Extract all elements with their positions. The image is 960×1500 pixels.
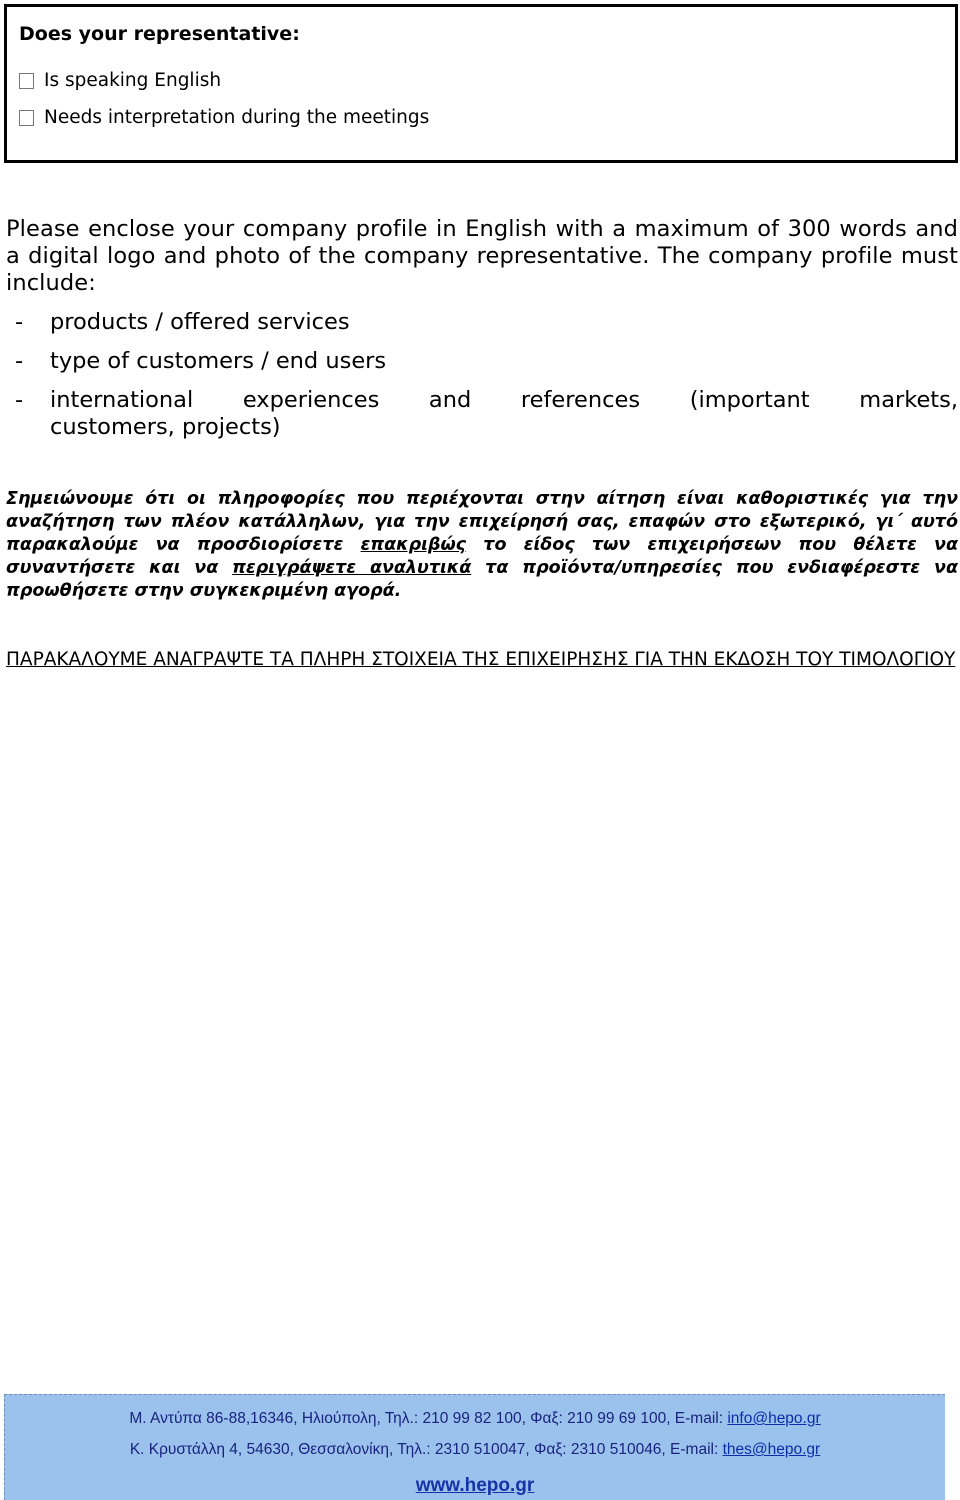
bullet-text-continuation: customers, projects) bbox=[50, 414, 281, 440]
bullet-dash: - bbox=[15, 387, 24, 413]
option-label: Is speaking English bbox=[44, 70, 222, 91]
bullet-dash: - bbox=[15, 309, 24, 335]
checkbox-needs-interpretation[interactable] bbox=[19, 110, 34, 126]
option-needs-interpretation[interactable] bbox=[19, 107, 429, 128]
greek-note bbox=[6, 488, 958, 603]
option-label: Needs interpretation during the meetings bbox=[44, 107, 430, 128]
representative-question: Does your representative: bbox=[19, 23, 300, 45]
footer-athens-address bbox=[5, 1410, 945, 1428]
website-link[interactable]: www.hepo.gr bbox=[415, 1475, 535, 1496]
note-text: τα προϊόντα/υπηρεσίες που ενδιαφέρεστε να προωθήσετε στην συγκεκριμένη αγορά. bbox=[6, 558, 958, 601]
bullet-dash: - bbox=[15, 348, 24, 374]
footer-website bbox=[5, 1475, 945, 1497]
bullet-text: international experiences and references (important markets, bbox=[50, 387, 958, 413]
bullet-text: products / offered services bbox=[50, 309, 350, 335]
bullet-text: type of customers / end users bbox=[50, 348, 387, 374]
note-text: το είδος των επιχειρήσεων που θέλετε να συναντήσετε και να bbox=[6, 535, 959, 578]
profile-instructions: Please enclose your company profile in English with a maximum of 300 words and a digital logo and photo of the company representative. The company profile must include: bbox=[6, 216, 958, 296]
email-link[interactable]: info@hepo.gr bbox=[727, 1410, 821, 1427]
checkbox-speaking-english[interactable] bbox=[19, 73, 34, 89]
footer bbox=[4, 1394, 945, 1500]
note-emphasis: επακριβώς bbox=[360, 535, 467, 555]
invoice-heading: ΠΑΡΑΚΑΛΟΥΜΕ ΑΝΑΓΡΑΨΤΕ ΤΑ ΠΛΗΡΗ ΣΤΟΙΧΕΙΑ ΤΗΣ ΕΠΙΧΕΙΡΗΣΗΣ ΓΙΑ ΤΗΝ ΕΚΔΟΣΗ ΤΟΥ ΤΙΜΟΛΟΓΙΟΥ bbox=[6, 649, 956, 670]
address-text: Κ. Κρυστάλλη 4, 54630, Θεσσαλονίκη, Τηλ.: 2310 510047, Φαξ: 2310 510046, E-mail: bbox=[129, 1441, 723, 1458]
footer-thessaloniki-address bbox=[5, 1441, 945, 1459]
option-speaking-english[interactable] bbox=[19, 70, 221, 91]
note-emphasis: περιγράψετε αναλυτικά bbox=[232, 558, 472, 578]
note-text: Σημειώνουμε ότι οι πληροφορίες που περιέχονται στην αίτηση είναι καθοριστικές για την αναζήτηση των πλέον κατάλληλων, για την επιχείρησή σας, επαφών στο εξωτερικό, γι΄ αυτό παρακαλούμε να προσδιορίσετε bbox=[6, 489, 958, 555]
representative-box bbox=[4, 4, 958, 163]
email-link[interactable]: thes@hepo.gr bbox=[722, 1441, 821, 1458]
address-text: Μ. Αντύπα 86-88,16346, Ηλιούπολη, Τηλ.: 210 99 82 100, Φαξ: 210 99 69 100, E-mail: bbox=[129, 1410, 728, 1427]
